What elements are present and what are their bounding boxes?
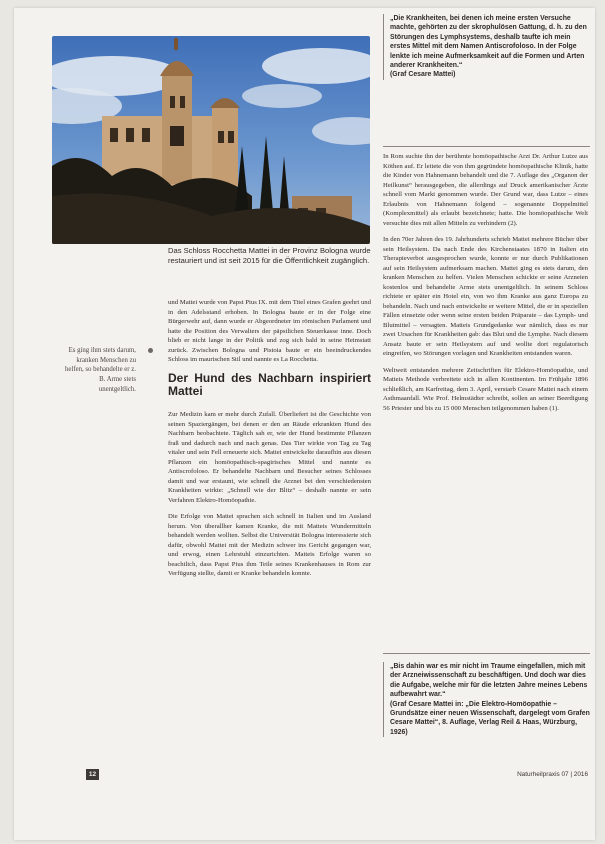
quote-bottom-source: (Graf Cesare Mattei in: „Die Elektro-Homöopathie – Grundsätze einer neuen Wissenschaft, dargelegt vom Grafen Cesare Mattei“, 8. Auflage, Verlag Reil & Haas, Würzburg, 1926) [390, 700, 590, 736]
castle-illustration [52, 36, 370, 244]
page-number: 12 [86, 769, 99, 780]
sidenote: Es ging ihm stets darum, kranken Menschen zu helfen, so behandelte er z. B. Arme stets unentgeltlich. [65, 347, 136, 393]
photo-caption: Das Schloss Rocchetta Mattei in der Provinz Bologna wurde restauriert und ist seit 2015 für die Öffentlichkeit zugänglich. [168, 246, 371, 265]
quote-bottom-rule [383, 653, 590, 654]
section-heading: Der Hund des Nachbarn inspiriert Mattei [168, 370, 371, 399]
quote-top-text: „Die Krankheiten, bei denen ich meine ersten Versuche machte, gehörten zu der skrophulösen Gattung, d. h. zu den Störungen des Lymphsystems, deshalb taufte ich mein erstes Mittel mit dem Namen Antiscrofoloso. In der Folge lenkte ich meine Aufmerksamkeit auf die Formen und Arten anderer Krankheiten.“ [390, 15, 587, 69]
left-paragraph-2: Die Erfolge von Mattei sprachen sich schnell in Italien und im Ausland herum. Von überallher kamen Kranke, die mit Matteis Wundermitteln behandelt werden wollten. Selbst die Universität Bologna interessierte sich dafür, obwohl Mattei mit der Medizin schwer ins Gericht gegangen war, und erwog, einen Lehrstuhl einzurichten. Matteis Erfolge waren so beachtlich, dass Papst Pius ihm Teile seines Krankenhauses in Rom zur Verfügung stellte, damit er Kranke behandeln konnte. [168, 513, 371, 578]
castle-photo [52, 36, 370, 244]
sidenote-marker [148, 348, 153, 353]
quote-top-rule [383, 146, 590, 147]
magazine-page [14, 8, 595, 840]
magazine-footer: Naturheilpraxis 07 | 2016 [517, 771, 588, 778]
left-paragraph-1: Zur Medizin kam er mehr durch Zufall. Überliefert ist die Geschichte von seinen Spaziergängen, bei denen er den an Räude erkrankten Hund des Nachbarn beobachtete. Täglich sah er, wie der Hund bestimmte Pflanzen fraß und dadurch nach und nach genas. Das Tier wirkte von Tag zu Tag vitaler und sein Fell erneuerte sich. Mattei entwickelte daraufhin aus diesen Pflanzen ein homöopathisch-spagirisches Mittel und nannte es Antiscrofoloso. Er behandelte Nachbarn und Besucher seines Schlosses damit und war erstaunt, wie schnell die Arznei bei den verschiedensten Krankheiten wirkte: „Schnell wie der Blitz“ – deshalb nannte er sein Verfahren Elektro-Homöopathie. [168, 411, 371, 504]
quote-box-top [383, 14, 590, 80]
right-paragraph-1: In Rom suchte ihn der berühmte homöopathische Arzt Dr. Arthur Lutze aus Köthen auf. Er leitete die von ihm gegründete homöopathische Klinik, hatte die Kinder von Hahnemann behandelt und die 7. Auflage des „Organon der Heilkunst“ herausgegeben, die allerdings auf Druck amerikanischer Ärzte schnell vom Markt genommen wurde. Der Grund war, dass Lutze – eines Erlaubnis von Hahnemann folgend – sogenannte Doppelmittel (Komplexmittel) als erlaubt bezeichnete; hatte. Die homöopathische Welt versuchte dies mit allen Mitteln zu verhindern (2). [383, 153, 588, 227]
quote-bottom-text: „Bis dahin war es mir nicht im Traume eingefallen, mich mit der Arzneiwissenschaft zu beschäftigen. Und doch war dies die Aufgabe, welche mir für die letzten Jahre meines Lebens aufbewahrt war.“ [390, 663, 588, 699]
right-paragraph-3: Weltweit entstanden mehrere Zeitschriften für Elektro-Homöopathie, und Matteis Methode verbreitete sich in allen Kontinenten. Im Frühjahr 1896 schließlich, am Karfreitag, dem 3. April, verstarb Cesare Mattei nach einem Asthmaanfall. Wie Prof. Helmstädter schreibt, sollen an seiner Beerdigung 56 Priester und bis zu 15 000 Menschen teilgenommen haben (1). [383, 366, 588, 412]
left-intro-paragraph: und Mattei wurde von Papst Pius IX. mit dem Titel eines Grafen geehrt und in den Adelsstand erhoben. In Bologna baute er in der Folge eine Bürgerwehr auf, dann wurde er Abgeordneter im römischen Parlament und hatte die Position des Verwalters der päpstlichen Steuerkasse inne. Doch blieb er nicht lange in der Politik und zog sich bald in seine Heimstatt zurück. Zwischen Bologna und Pistoia baute er ein beeindruckendes Schloss im maurischen Stil und nannte es La Rocchetta. [168, 299, 371, 364]
left-column [168, 298, 371, 586]
quote-box-bottom [383, 662, 590, 737]
right-paragraph-2: In den 70er Jahren des 19. Jahrhunderts schrieb Mattei mehrere Bücher über sein Heilsystem. Da nach Ende des Kirchenstaates 1870 in Italien ein Therapieverbot ausgesprochen wurde, konnte er nur durch Publikationen auf sein Heilsystem aufmerksam machen. Mattei ging es stets darum, den kranken Menschen zu helfen. Vielen Menschen schickte er seine Arzneien kostenlos und behandelte Arme stets unentgeltlich. In seinem Schloss richtete er später ein Hotel ein, von wo ihm Kranke aus ganz Europa zu behandeln. Nach und nach entwickelte er weitere Mittel, die er in speziellen Fällen einsetzte oder wenn seine ersten beiden Präparate – das Lymph- und Blutmittel – versagten. Matteis Grundgedanke war nämlich, dass es nur zwei Ursachen für Krankheiten gab: das Blut und die Lymphe. Nach diesem Ansatz baute er sein Heilsystem auf und wollte dort regulatorisch eingreifen, wo Störungen vorlagen und Krankheiten entstanden waren. [383, 236, 588, 358]
right-column [383, 152, 588, 420]
quote-top-source: (Graf Cesare Mattei) [390, 71, 456, 79]
